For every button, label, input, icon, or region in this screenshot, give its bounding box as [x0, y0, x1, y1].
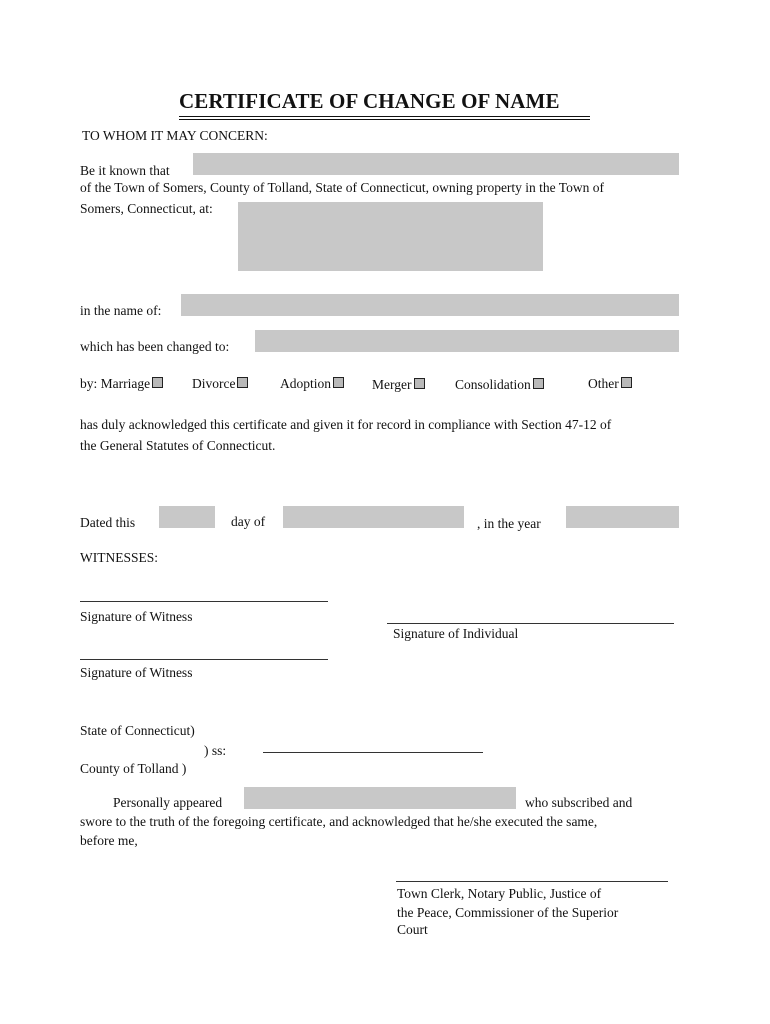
in-the-year-label: , in the year — [477, 516, 541, 531]
marriage-label: Marriage — [100, 376, 151, 391]
witness-2-label: Signature of Witness — [80, 665, 193, 680]
month-field[interactable] — [283, 506, 464, 528]
witness-2-signature-line[interactable] — [80, 659, 328, 660]
witnesses-heading: WITNESSES: — [80, 550, 159, 565]
consolidation-label: Consolidation — [455, 377, 531, 392]
acknowledged-line-1: has duly acknowledged this certificate and given it for record in compliance with Section 47-12 of — [80, 417, 612, 432]
witness-1-signature-line[interactable] — [80, 601, 328, 602]
ss-signature-line[interactable] — [263, 752, 483, 753]
ss-line: ) ss: — [204, 743, 227, 758]
other-option — [588, 377, 632, 391]
adoption-option — [280, 377, 344, 391]
state-line: State of Connecticut) — [80, 723, 195, 738]
title-underline-2 — [179, 119, 590, 120]
individual-signature-label: Signature of Individual — [393, 626, 519, 641]
day-of-label: day of — [231, 514, 266, 529]
property-address-field[interactable] — [238, 202, 543, 271]
town-line-2: Somers, Connecticut, at: — [80, 201, 213, 216]
merger-option — [372, 378, 425, 392]
divorce-label: Divorce — [192, 376, 236, 391]
day-field[interactable] — [159, 506, 215, 528]
individual-signature-line[interactable] — [387, 623, 674, 624]
new-name-field[interactable] — [255, 330, 679, 352]
consolidation-checkbox[interactable] — [533, 378, 544, 389]
officer-line-2: the Peace, Commissioner of the Superior — [397, 905, 619, 920]
merger-label: Merger — [372, 377, 412, 392]
person-name-field[interactable] — [193, 153, 679, 175]
year-field[interactable] — [566, 506, 679, 528]
adoption-checkbox[interactable] — [333, 377, 344, 388]
title-underline — [179, 116, 590, 117]
by-label: by: — [80, 376, 98, 391]
who-subscribed-label: who subscribed and — [525, 795, 633, 810]
divorce-option — [192, 377, 248, 391]
witness-1-label: Signature of Witness — [80, 609, 193, 624]
changed-to-label: which has been changed to: — [80, 339, 230, 354]
marriage-checkbox[interactable] — [152, 377, 163, 388]
be-it-known-label: Be it known that — [80, 163, 170, 178]
swore-line: swore to the truth of the foregoing certificate, and acknowledged that he/she executed the same, — [80, 814, 598, 829]
town-line-1: of the Town of Somers, County of Tolland, State of Connecticut, owning property in the Town of — [80, 180, 604, 195]
in-the-name-of-label: in the name of: — [80, 303, 162, 318]
other-label: Other — [588, 376, 619, 391]
personally-appeared-label: Personally appeared — [113, 795, 223, 810]
divorce-checkbox[interactable] — [237, 377, 248, 388]
other-checkbox[interactable] — [621, 377, 632, 388]
greeting: TO WHOM IT MAY CONCERN: — [82, 128, 268, 143]
officer-signature-line[interactable] — [396, 881, 668, 882]
before-me-line: before me, — [80, 833, 138, 848]
consolidation-option — [455, 378, 544, 392]
dated-this-label: Dated this — [80, 515, 136, 530]
acknowledged-line-2: the General Statutes of Connecticut. — [80, 438, 276, 453]
adoption-label: Adoption — [280, 376, 332, 391]
officer-line-3: Court — [397, 922, 428, 937]
merger-checkbox[interactable] — [414, 378, 425, 389]
appeared-name-field[interactable] — [244, 787, 516, 809]
document-title: CERTIFICATE OF CHANGE OF NAME — [179, 89, 560, 113]
by-options-row — [80, 377, 163, 391]
officer-line-1: Town Clerk, Notary Public, Justice of — [397, 886, 602, 901]
county-line: County of Tolland ) — [80, 761, 187, 776]
former-name-field[interactable] — [181, 294, 679, 316]
